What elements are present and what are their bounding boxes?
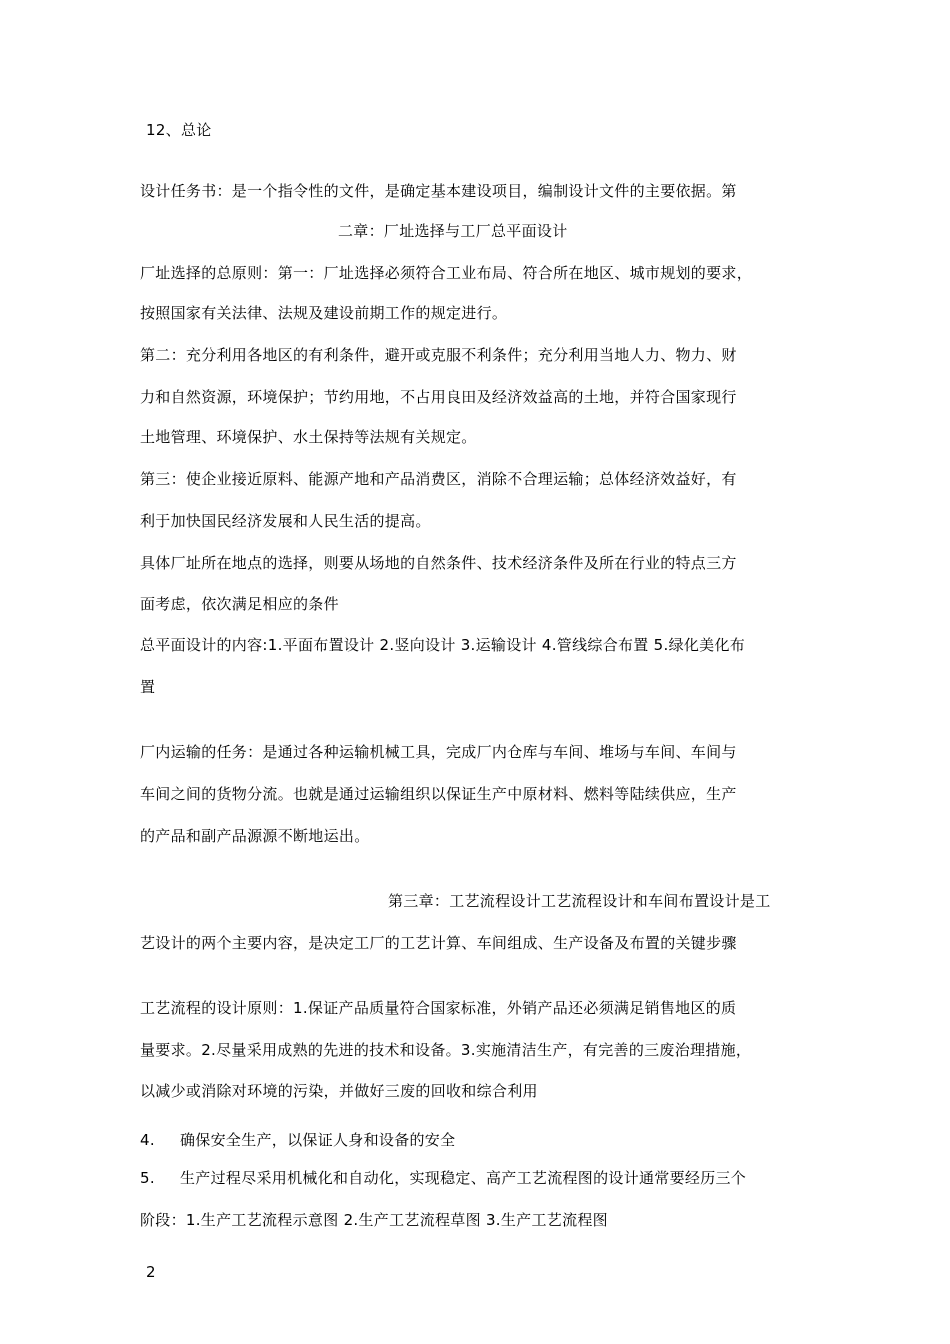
general-layout-line-2: 置 (140, 678, 156, 696)
transport-line-3: 的产品和副产品源源不断地运出。 (140, 827, 370, 845)
process-principle-line-3: 以减少或消除对环境的污染，并做好三废的回收和综合利用 (140, 1082, 538, 1100)
list-item-number: 4. (140, 1131, 155, 1149)
list-item (140, 1168, 746, 1188)
second-principle-line-2: 力和自然资源，环境保护；节约用地，不占用良田及经济效益高的土地，并符合国家现行 (140, 388, 737, 406)
process-principle-line-2: 量要求。2.尽量采用成熟的先进的技术和设备。3.实施清洁生产，有完善的三废治理措施， (140, 1041, 752, 1059)
list-item-text: 确保安全生产，以保证人身和设备的安全 (180, 1131, 456, 1149)
chapter3-line-2: 艺设计的两个主要内容，是决定工厂的工艺计算、车间组成、生产设备及布置的关键步骤 (140, 934, 737, 952)
site-selection-line-2: 面考虑，依次满足相应的条件 (140, 595, 339, 613)
list-item (140, 1130, 455, 1150)
stages-line: 阶段：1.生产工艺流程示意图 2.生产工艺流程草图 3.生产工艺流程图 (140, 1211, 608, 1229)
paragraph-design-task: 设计任务书：是一个指令性的文件，是确定基本建设项目，编制设计文件的主要依据。第 (140, 182, 737, 200)
second-principle-line-1: 第二：充分利用各地区的有利条件，避开或克服不利条件；充分利用当地人力、物力、财 (140, 346, 737, 364)
site-principle-line-2: 按照国家有关法律、法规及建设前期工作的规定进行。 (140, 304, 508, 322)
transport-line-1: 厂内运输的任务：是通过各种运输机械工具，完成厂内仓库与车间、堆场与车间、车间与 (140, 743, 737, 761)
page-number: 2 (146, 1263, 156, 1281)
chapter3-line-1: 第三章：工艺流程设计工艺流程设计和车间布置设计是工 (388, 892, 771, 910)
process-principle-line-1: 工艺流程的设计原则：1.保证产品质量符合国家标准，外销产品还必须满足销售地区的质 (140, 999, 737, 1017)
site-selection-line-1: 具体厂址所在地点的选择，则要从场地的自然条件、技术经济条件及所在行业的特点三方 (140, 554, 737, 572)
list-item-number: 5. (140, 1169, 155, 1187)
general-layout-line-1: 总平面设计的内容:1.平面布置设计 2.竖向设计 3.运输设计 4.管线综合布置 5.绿化美化布 (140, 636, 746, 654)
section-heading: 12、总论 (146, 121, 212, 139)
chapter2-title: 二章：厂址选择与工厂总平面设计 (338, 222, 568, 240)
second-principle-line-3: 土地管理、环境保护、水土保持等法规有关规定。 (140, 428, 477, 446)
site-principle-line-1: 厂址选择的总原则：第一：厂址选择必须符合工业布局、符合所在地区、城市规划的要求， (140, 264, 753, 282)
third-principle-line-1: 第三：使企业接近原料、能源产地和产品消费区，消除不合理运输；总体经济效益好，有 (140, 470, 737, 488)
third-principle-line-2: 利于加快国民经济发展和人民生活的提高。 (140, 512, 431, 530)
list-item-text: 生产过程尽采用机械化和自动化，实现稳定、高产工艺流程图的设计通常要经历三个 (180, 1169, 747, 1187)
transport-line-2: 车间之间的货物分流。也就是通过运输组织以保证生产中原材料、燃料等陆续供应，生产 (140, 785, 737, 803)
